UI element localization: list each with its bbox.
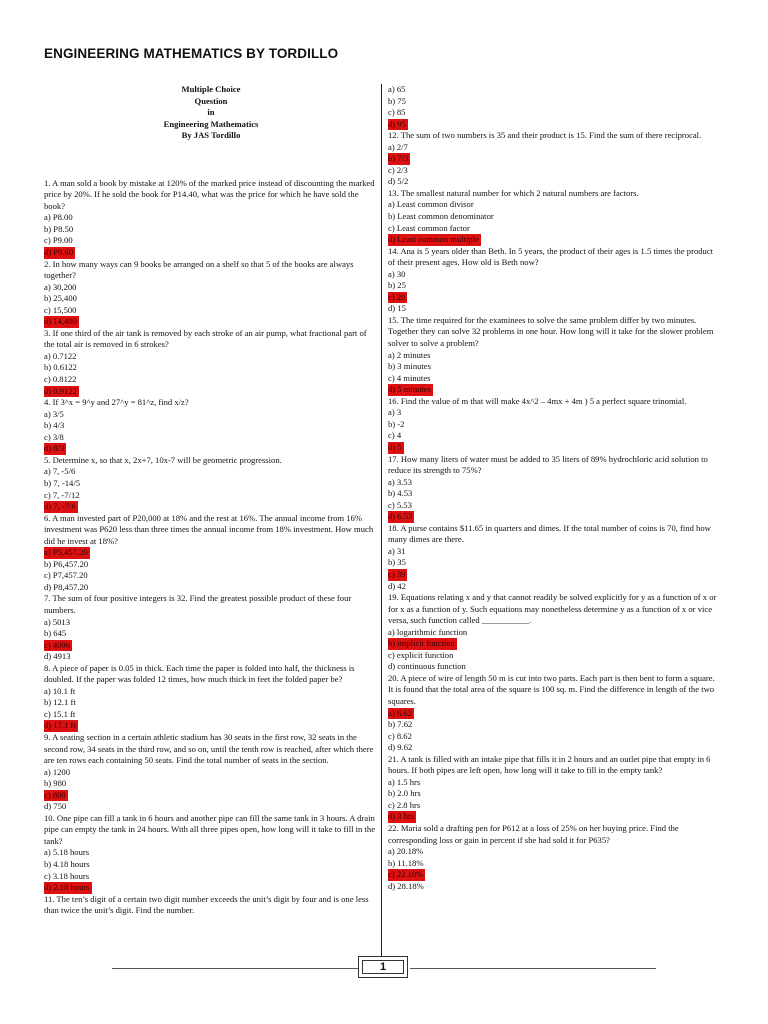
answer-option <box>388 800 722 812</box>
option-label: a) 5013 <box>44 616 71 627</box>
option-label: c) 7, -7/12 <box>44 489 80 500</box>
answer-option <box>44 697 378 709</box>
answer-option <box>388 165 722 177</box>
footer-rule-right <box>410 968 656 969</box>
option-label: a) 3.53 <box>388 476 412 487</box>
answer-option-highlighted <box>44 790 378 802</box>
answer-option-highlighted <box>388 384 722 396</box>
answer-option <box>388 661 722 673</box>
question-text: 6. A man invested part of P20,000 at 18% and the rest at 16%. The annual income from 16% investment was P620 less than three times the annual income from 18% investment. How much did he invest at 18%? <box>44 512 374 546</box>
answer-option <box>44 859 378 871</box>
question-block <box>388 823 722 892</box>
answer-option-highlighted <box>388 442 722 454</box>
answer-option-highlighted <box>388 511 722 523</box>
page-number-box <box>358 956 408 978</box>
option-label: c) 15,500 <box>44 304 77 315</box>
left-column <box>44 84 378 917</box>
answer-option <box>388 211 722 223</box>
question-block <box>44 328 378 397</box>
option-label: a) 3/5 <box>44 408 64 419</box>
option-label: d) 5 <box>388 441 402 452</box>
option-label: c) 22.18% <box>388 869 424 880</box>
column-divider <box>381 84 382 956</box>
answer-option <box>388 881 722 893</box>
option-label: b) 4.53 <box>388 488 413 499</box>
answer-option <box>388 719 722 731</box>
answer-option-highlighted <box>388 119 722 131</box>
answer-option <box>388 777 722 789</box>
option-label: a) 5.18 hours <box>44 847 90 858</box>
question-text: 3. If one third of the air tank is removed by each stroke of an air pump, what fractional part of the total air is removed in 6 strokes? <box>44 327 367 350</box>
answer-option-highlighted <box>388 569 722 581</box>
answer-option-highlighted <box>44 882 378 894</box>
question-block <box>44 593 378 662</box>
question-text: 17. How many liters of water must be added to 35 liters of 89% hydrochloric acid solution to reduce its strength to 75%? <box>388 453 708 476</box>
option-label: a) 1.5 hrs <box>388 776 421 787</box>
option-label: c) 4096 <box>44 639 71 650</box>
option-label: d) 5/2 <box>388 176 409 187</box>
question-block <box>388 396 722 454</box>
question-block <box>44 732 378 813</box>
option-label: d) 4913 <box>44 651 71 662</box>
answer-option-highlighted <box>44 247 378 259</box>
option-label: d) 2.18 hours <box>44 882 90 893</box>
option-label: d) 14,400 <box>44 316 77 327</box>
answer-option <box>44 362 378 374</box>
answer-option-highlighted <box>44 501 378 513</box>
option-label: c) 2.8 hrs <box>388 799 421 810</box>
question-text: 11. The ten’s digit of a certain two digit number exceeds the unit’s digit by four and is one less than twice the unit’s digit. Find the number. <box>44 893 369 916</box>
option-label: d) 28.18% <box>388 880 424 891</box>
answer-option-highlighted <box>44 316 378 328</box>
option-label: a) 2 minutes <box>388 349 431 360</box>
answer-option <box>388 361 722 373</box>
option-label: c) 4 minutes <box>388 372 431 383</box>
option-label: b) 11.18% <box>388 857 424 868</box>
question-block <box>388 130 722 188</box>
question-text: 4. If 3^x = 9^y and 27^y = 81^z, find x/z? <box>44 397 189 408</box>
answer-option <box>44 490 378 502</box>
answer-option <box>388 303 722 315</box>
answer-option <box>388 742 722 754</box>
answer-option-highlighted <box>44 443 378 455</box>
option-label: d) 95 <box>388 118 406 129</box>
option-label: d) P8,457.20 <box>44 581 89 592</box>
answer-option-highlighted <box>44 386 378 398</box>
answer-option <box>388 419 722 431</box>
option-label: c) Least common factor <box>388 222 470 233</box>
answer-option <box>388 269 722 281</box>
option-label: b) 12.1 ft <box>44 697 76 708</box>
option-label: b) 75 <box>388 95 406 106</box>
option-label: c) 3/8 <box>44 431 64 442</box>
answer-option <box>44 582 378 594</box>
answer-option-highlighted <box>388 869 722 881</box>
question-block <box>44 813 378 894</box>
question-text: 22. Maria sold a drafting pen for P612 at a loss of 25% on her buying price. Find the corresponding loss or gain in percent if she had sold it for P635? <box>388 823 679 845</box>
question-text: 21. A tank is filled with an intake pipe that fills it in 2 hours and an outlet pipe that empty in 6 hours. If both pipes are left open, how long will it take to fill in the empty tank? <box>388 753 711 776</box>
option-label: c) explicit function <box>388 649 454 660</box>
option-label: c) 3.18 hours <box>44 870 90 881</box>
answer-option <box>388 199 722 211</box>
answer-option <box>388 500 722 512</box>
answer-option <box>44 628 378 640</box>
answer-option <box>44 778 378 790</box>
answer-option <box>388 96 722 108</box>
option-label: c) 890 <box>44 789 66 800</box>
option-label: a) logarithmic function <box>388 626 468 637</box>
answer-option <box>44 409 378 421</box>
option-label: b) implicit function <box>388 638 455 649</box>
option-label: d) 6.53 <box>388 511 413 522</box>
option-label: a) P5,457.20 <box>44 547 88 558</box>
option-label: d) 3 hrs <box>388 811 415 822</box>
option-label: a) 20.18% <box>388 846 424 857</box>
heading-line: By JAS Tordillo <box>181 130 241 141</box>
document-heading <box>44 84 378 142</box>
option-label: a) 3 <box>388 407 402 418</box>
answer-option <box>388 557 722 569</box>
answer-option <box>44 305 378 317</box>
option-label: b) 25 <box>388 280 406 291</box>
answer-option <box>44 709 378 721</box>
option-label: a) 2/7 <box>388 141 408 152</box>
answer-option <box>388 407 722 419</box>
option-label: a) 7, -5/6 <box>44 466 76 477</box>
answer-option <box>388 731 722 743</box>
answer-option <box>44 651 378 663</box>
question-text: 14. Ana is 5 years older than Beth. In 5 years, the product of their ages is 1.5 times the product of their present ages. How old is Beth now? <box>388 245 714 268</box>
question-text: 8. A piece of paper is 0.05 in thick. Each time the paper is folded into half, the thickness is doubled. If the paper was folded 12 times, how much thick in feet the folded paper be? <box>44 662 355 685</box>
option-label: a) 30 <box>388 268 406 279</box>
heading-line: in <box>207 107 215 118</box>
answer-option <box>44 282 378 294</box>
option-label: a) 6.62 <box>388 707 412 718</box>
option-label: a) 31 <box>388 545 406 556</box>
answer-option <box>388 223 722 235</box>
option-label: d) 42 <box>388 580 406 591</box>
answer-option <box>388 142 722 154</box>
answer-option <box>44 617 378 629</box>
option-label: b) P6,457.20 <box>44 558 89 569</box>
answer-option <box>388 373 722 385</box>
option-label: a) 10.1 ft <box>44 685 76 696</box>
option-label: b) -2 <box>388 418 405 429</box>
question-block <box>388 673 722 754</box>
option-label: a) 65 <box>388 84 406 94</box>
question-text: 2. In how many ways can 9 books be arranged on a shelf so that 5 of the books are always together? <box>44 258 354 281</box>
question-block <box>388 246 722 315</box>
option-label: a) P8.00 <box>44 212 73 223</box>
answer-option <box>44 466 378 478</box>
page-number: 1 <box>379 961 387 973</box>
option-label: c) P9.00 <box>44 235 73 246</box>
answer-option-highlighted <box>388 153 722 165</box>
option-label: c) 5.53 <box>388 499 412 510</box>
document-title: ENGINEERING MATHEMATICS BY TORDILLO <box>44 46 339 61</box>
answer-option-highlighted <box>388 811 722 823</box>
answer-option <box>44 235 378 247</box>
answer-option <box>44 351 378 363</box>
option-label: d) 750 <box>44 801 67 812</box>
option-label: d) 8/3 <box>44 443 65 454</box>
answer-option <box>44 478 378 490</box>
option-label: b) 4.18 hours <box>44 859 90 869</box>
answer-option <box>44 801 378 813</box>
option-label: b) 645 <box>44 628 67 639</box>
option-label: a) 0.7122 <box>44 350 77 361</box>
option-label: b) 980 <box>44 778 67 789</box>
question-block <box>44 663 378 732</box>
question-list-left <box>44 178 378 917</box>
question-block <box>388 454 722 523</box>
option-label: a) 1200 <box>44 766 71 777</box>
question-block <box>44 178 378 259</box>
option-label: d) 15 <box>388 303 406 314</box>
question-text: 7. The sum of four positive integers is 32. Find the greatest possible product of these four numbers. <box>44 593 352 615</box>
question-list-right <box>388 84 722 892</box>
option-label: d) 5 minutes <box>388 384 431 395</box>
answer-option <box>44 224 378 236</box>
question-text: 13. The smallest natural number for which 2 natural numbers are factors. <box>388 187 639 198</box>
answer-option <box>44 686 378 698</box>
question-block <box>44 259 378 328</box>
question-text: 9. A seating section in a certain athletic stadium has 30 seats in the first row, 32 seats in the second row, 34 seats in the third row, and so on, until the tenth row is reached, after which there are ten rows each containing 50 seats. Find the total number of seats in the section. <box>44 731 374 766</box>
question-block <box>388 84 722 130</box>
question-block <box>44 513 378 594</box>
question-block <box>388 592 722 673</box>
option-label: b) Least common denominator <box>388 211 494 222</box>
answer-option <box>44 570 378 582</box>
answer-option <box>388 650 722 662</box>
option-label: b) 7.62 <box>388 719 413 730</box>
question-text: 12. The sum of two numbers is 35 and their product is 15. Find the sum of there reciprocal. <box>388 130 702 141</box>
option-label: a) Least common divisor <box>388 199 474 210</box>
answer-option <box>388 581 722 593</box>
option-label: a) 30,200 <box>44 281 77 292</box>
question-text: 1. A man sold a book by mistake at 120% of the marked price instead of discounting the marked price by 20%. If he sold the book for P14.40, what was the price for which he have sold the book? <box>44 177 375 211</box>
answer-option <box>44 432 378 444</box>
right-column <box>388 84 722 892</box>
answer-option <box>388 107 722 119</box>
option-label: b) 0.6122 <box>44 362 77 373</box>
option-label: b) 25,400 <box>44 293 77 304</box>
question-block <box>44 455 378 513</box>
option-label: c) 85 <box>388 107 406 118</box>
option-label: b) 2.0 hrs <box>388 788 421 799</box>
answer-option <box>388 846 722 858</box>
heading-line: Multiple Choice <box>181 84 241 94</box>
option-label: d) continuous function <box>388 661 466 672</box>
answer-option <box>44 420 378 432</box>
option-label: d) P9.60 <box>44 247 74 258</box>
option-label: b) 4/3 <box>44 420 65 431</box>
answer-option <box>388 546 722 558</box>
question-text: 18. A purse contains $11.65 in quarters and dimes. If the total number of coins is 70, find how many dimes are there. <box>388 522 711 545</box>
option-label: d) 9.62 <box>388 742 413 753</box>
option-label: b) 35 <box>388 557 406 568</box>
answer-option <box>44 767 378 779</box>
option-label: d) 17.1 ft <box>44 720 76 731</box>
answer-option <box>44 847 378 859</box>
option-label: b) 7/3 <box>388 153 409 164</box>
question-block <box>388 188 722 246</box>
answer-option-highlighted <box>44 640 378 652</box>
option-label: b) 7, -14/5 <box>44 477 81 488</box>
question-block <box>44 894 378 917</box>
option-label: c) 8.62 <box>388 730 412 741</box>
answer-option-highlighted <box>388 292 722 304</box>
option-label: d) 7, -7/6 <box>44 501 76 512</box>
option-label: d) Least common multiple <box>388 234 479 245</box>
question-text: 15. The time required for the examinees to solve the same problem differ by two minutes. Together they can solve 32 problems in one hour. How long will it take for the slower problem solver to solve a problem? <box>388 314 714 349</box>
option-label: c) 20 <box>388 291 406 302</box>
answer-option-highlighted <box>44 720 378 732</box>
answer-option <box>388 788 722 800</box>
question-text: 10. One pipe can fill a tank in 6 hours and another pipe can fill the same tank in 3 hours. A drain pipe can empty the tank in 24 hours. With all three pipes open, how long will it take to fill in the tank? <box>44 812 376 846</box>
question-text: 19. Equations relating x and y that cannot readily be solved explicitly for y as a function of x or for x as a function of y. Such equations may nonetheless determine y as a function of x or vice versa, such function called ___________. <box>388 592 717 626</box>
question-block <box>44 397 378 455</box>
answer-option-highlighted <box>388 638 722 650</box>
answer-option <box>388 627 722 639</box>
question-block <box>388 754 722 823</box>
answer-option <box>388 350 722 362</box>
answer-option <box>44 293 378 305</box>
option-label: b) 3 minutes <box>388 361 431 372</box>
answer-option <box>44 212 378 224</box>
option-label: c) P7,457.20 <box>44 570 88 581</box>
answer-option <box>388 477 722 489</box>
question-block <box>388 523 722 592</box>
option-label: b) P8.50 <box>44 223 74 234</box>
footer-rule-left <box>112 968 358 969</box>
question-text: 5. Determine x, so that x, 2x+7, 10x-7 will be geometric progression. <box>44 454 282 465</box>
answer-option <box>388 858 722 870</box>
answer-option-highlighted <box>388 708 722 720</box>
question-block <box>388 315 722 396</box>
answer-option <box>44 871 378 883</box>
option-label: c) 0.8122 <box>44 374 77 385</box>
option-label: c) 39 <box>388 568 406 579</box>
answer-option <box>388 430 722 442</box>
answer-option <box>388 280 722 292</box>
answer-option <box>388 488 722 500</box>
answer-option-highlighted <box>44 547 378 559</box>
question-text: 16. Find the value of m that will make 4x^2 – 4mx + 4m ) 5 a perfect square trinomial. <box>388 395 687 406</box>
option-label: c) 2/3 <box>388 164 408 175</box>
answer-option <box>44 374 378 386</box>
answer-option <box>44 559 378 571</box>
heading-line: Question <box>194 95 228 106</box>
option-label: c) 4 <box>388 430 402 441</box>
answer-option-highlighted <box>388 234 722 246</box>
option-label: c) 15.1 ft <box>44 708 76 719</box>
answer-option <box>388 176 722 188</box>
option-label: d) 0.9122 <box>44 385 77 396</box>
answer-option <box>388 84 722 96</box>
question-text: 20. A piece of wire of length 50 m is cut into two parts. Each part is then bent to form a square. It is found that the total area of the square is 100 sq. m. Find the difference in length of the two squares. <box>388 672 715 706</box>
heading-line: Engineering Mathematics <box>163 118 259 129</box>
